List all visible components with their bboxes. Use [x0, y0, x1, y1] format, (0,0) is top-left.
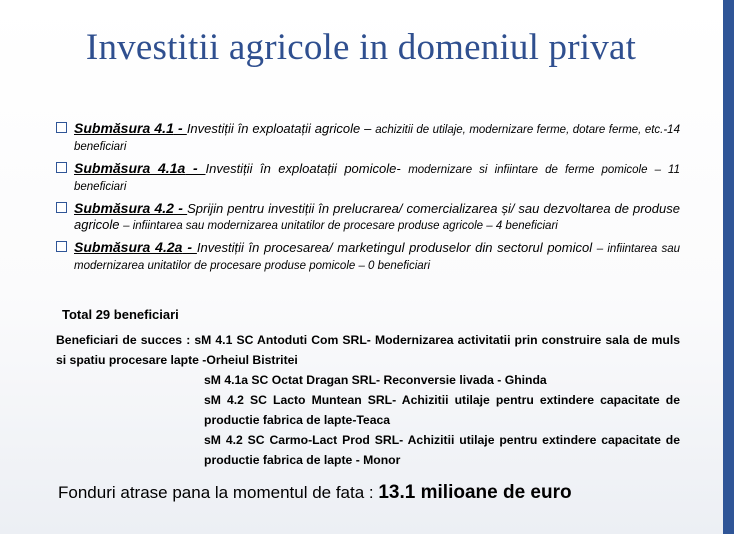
submeasure-separator: - — [185, 160, 206, 176]
funds-raised — [58, 482, 572, 504]
submeasure-description: Sprijin pentru investiții în prelucrarea/ comercializarea și/ sau dezvoltarea de produse agricole — [74, 201, 680, 232]
submeasure-heading: Submăsura 4.1a — [74, 160, 186, 176]
submeasure-text — [74, 200, 680, 234]
checkbox-bullet-icon — [56, 162, 67, 173]
success-line: Beneficiari de succes : sM 4.1 SC Antoduti Com SRL- Modernizarea activitatii prin construire sala de muls si spatiu procesare lapte -Orheiul Bistritei — [56, 333, 680, 367]
submeasure-description: Investiții în procesarea/ marketingul produselor din sectorul pomicol — [196, 240, 597, 255]
submeasure-details: – infiintarea sau modernizarea unitatilor de procesare produse pomicole – 0 beneficiari — [74, 243, 680, 272]
success-line: sM 4.2 SC Carmo-Lact Prod SRL- Achizitii utilaje pentru extindere capacitate de productie fabrica de lapte - Monor — [204, 433, 680, 467]
checkbox-bullet-icon — [56, 122, 67, 133]
slide-title: Investitii agricole in domeniul privat — [85, 27, 637, 68]
submeasure-description: Investiții în exploatații pomicole- — [205, 161, 409, 176]
submeasure-text — [74, 160, 680, 195]
side-accent-bar — [723, 0, 734, 534]
submeasure-separator: - — [182, 239, 197, 255]
checkbox-bullet-icon — [56, 241, 67, 252]
submeasure-details: achizitii de utilaje, modernizare ferme, dotare ferme, etc.-14 beneficiari — [74, 124, 680, 153]
success-beneficiaries — [56, 330, 680, 470]
submeasure-list — [56, 120, 680, 279]
submeasure-item — [56, 120, 680, 155]
submeasure-description: Investiții în exploatații agricole – — [186, 121, 376, 136]
submeasure-separator: - — [173, 120, 187, 136]
success-line: sM 4.2 SC Lacto Muntean SRL- Achizitii utilaje pentru extindere capacitate de productie fabrica de lapte-Teaca — [204, 393, 680, 427]
funds-value: 13.1 milioane de euro — [378, 482, 572, 503]
submeasure-item — [56, 239, 680, 274]
total-beneficiaries: Total 29 beneficiari — [62, 307, 179, 322]
submeasure-text — [74, 239, 680, 274]
submeasure-item — [56, 160, 680, 195]
submeasure-heading: Submăsura 4.1 — [74, 120, 174, 136]
submeasure-heading: Submăsura 4.2a — [74, 239, 183, 255]
submeasure-item — [56, 200, 680, 234]
success-line: sM 4.1a SC Octat Dragan SRL- Reconversie livada - Ghinda — [204, 373, 547, 387]
checkbox-bullet-icon — [56, 202, 67, 213]
funds-label: Fonduri atrase pana la momentul de fata : — [58, 483, 379, 502]
submeasure-text — [74, 120, 680, 155]
submeasure-separator: - — [173, 200, 188, 216]
submeasure-heading: Submăsura 4.2 — [74, 200, 174, 216]
submeasure-details: modernizare si infiintare de ferme pomicole – 11 beneficiari — [74, 164, 680, 193]
submeasure-details: – infiintarea sau modernizarea unitatilor de procesare produse agricole – 4 beneficiari — [123, 220, 558, 232]
